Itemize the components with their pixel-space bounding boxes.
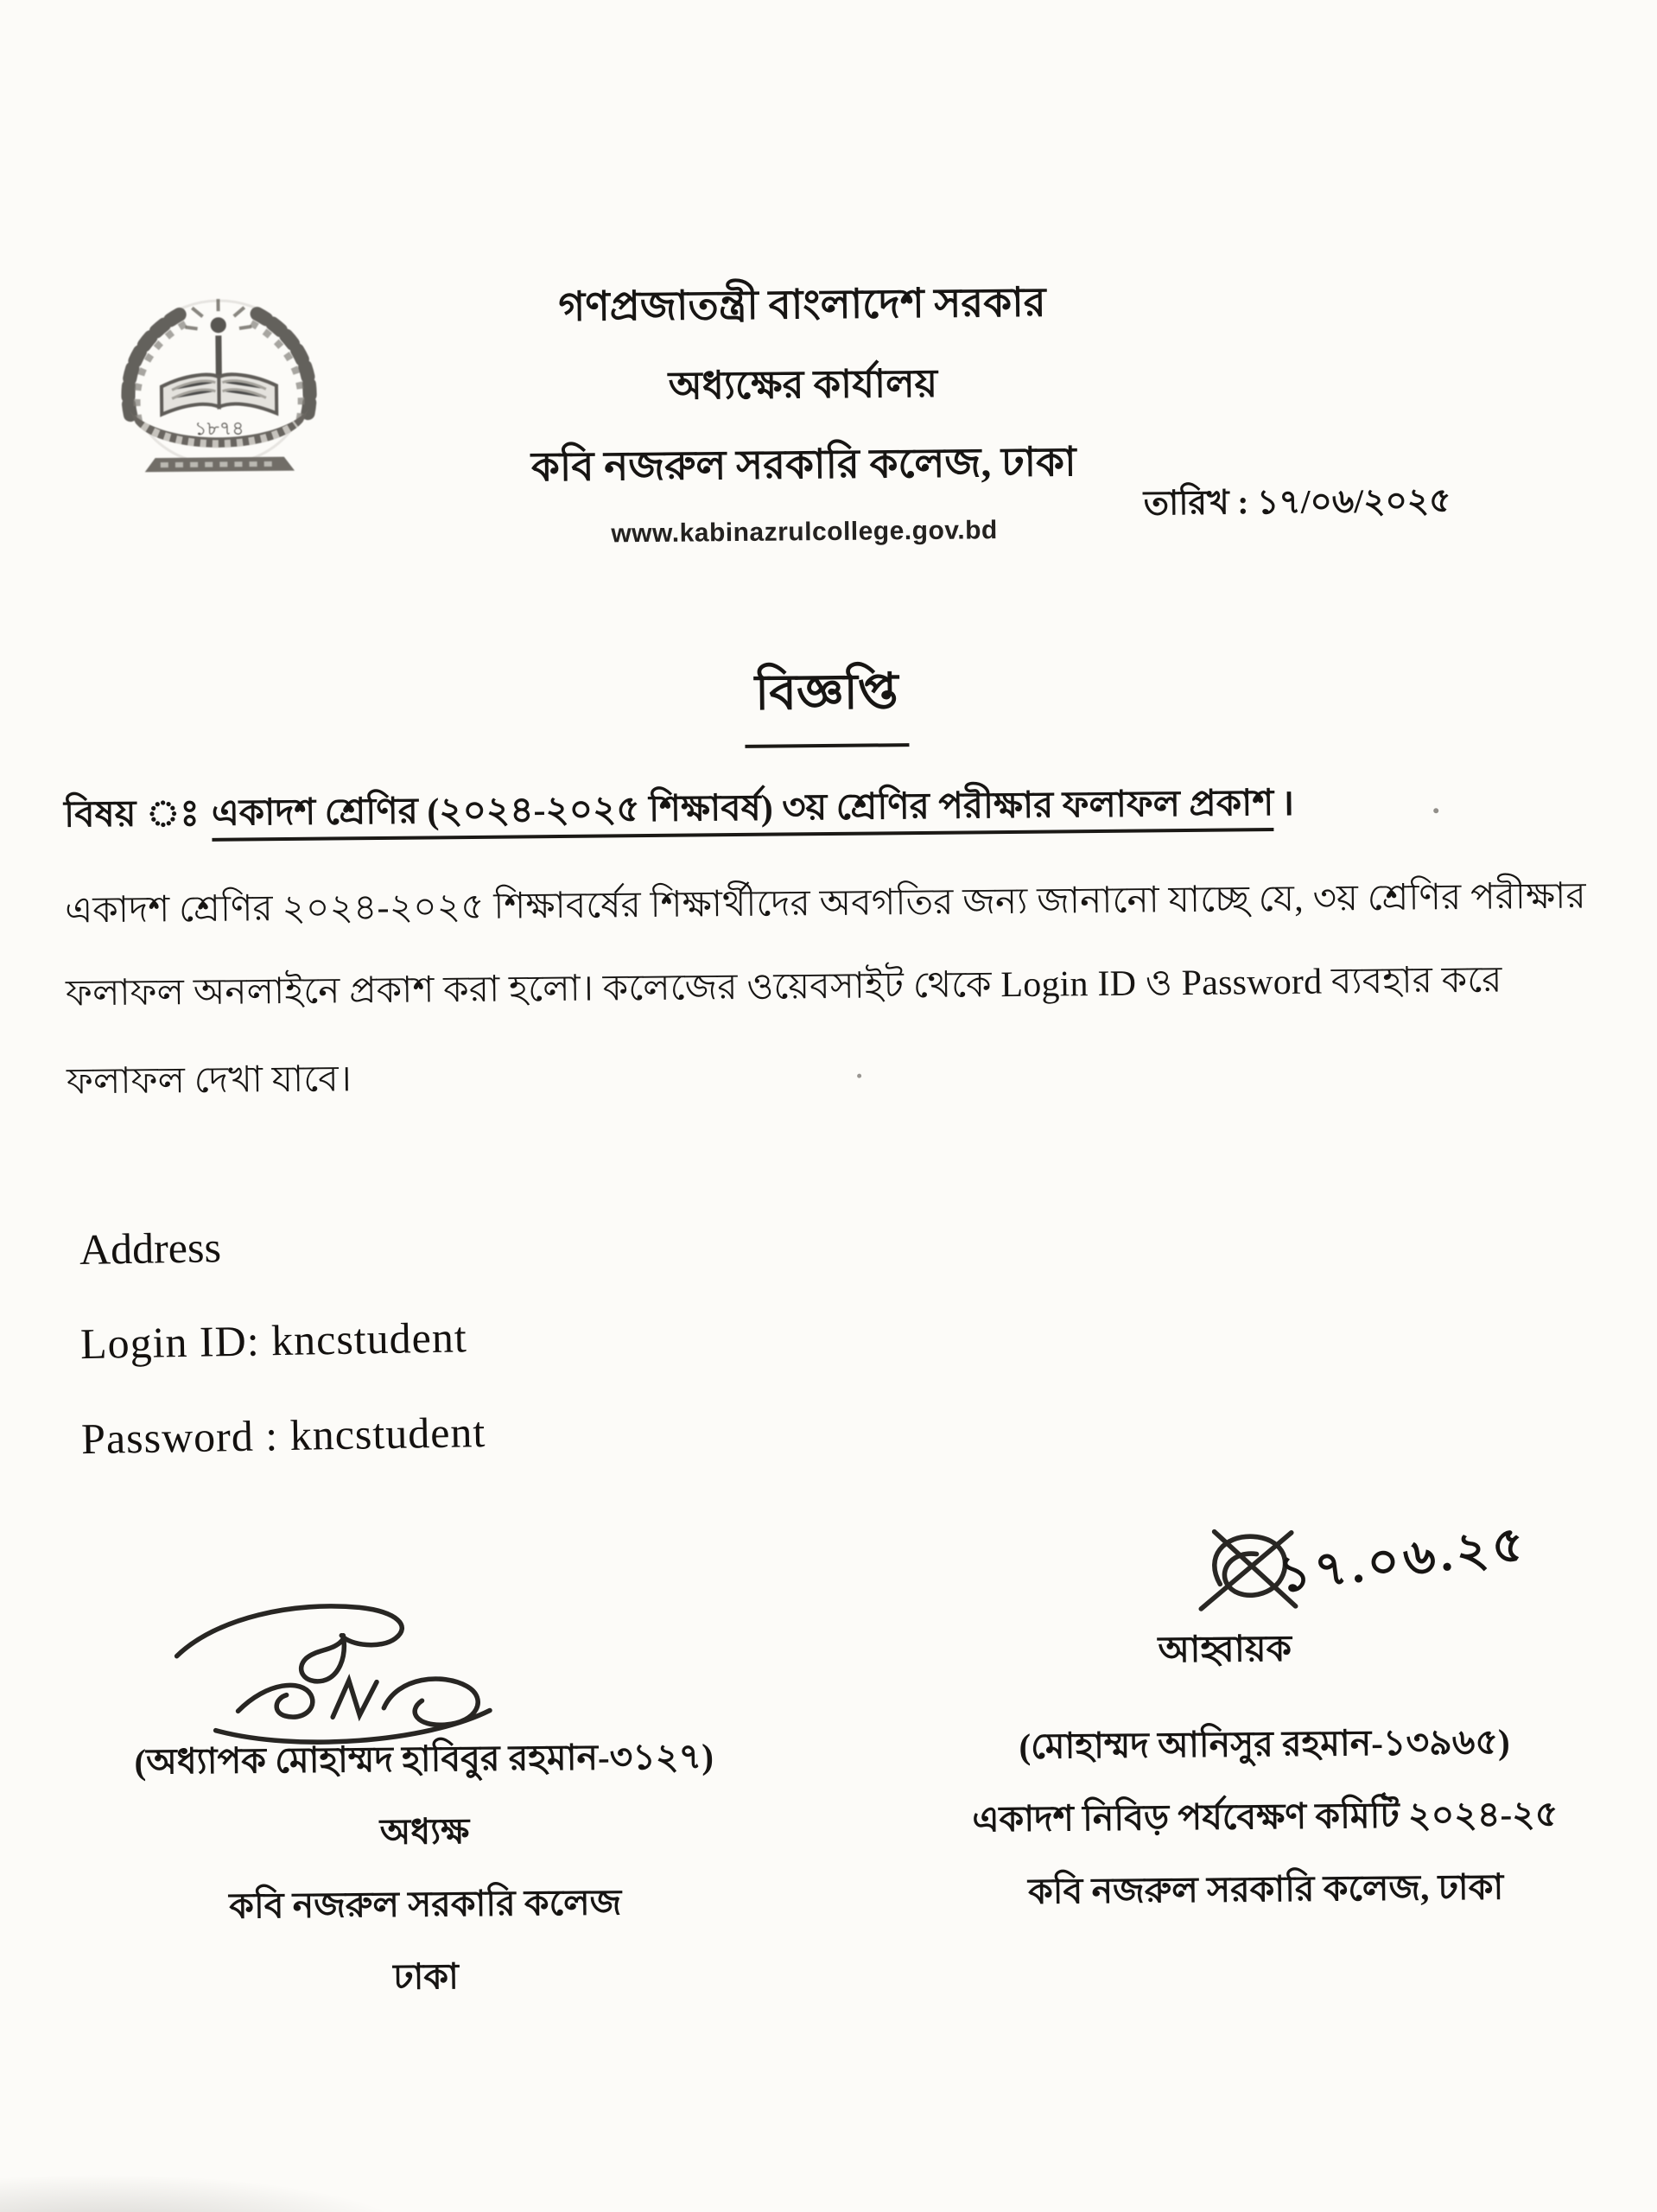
subject-text: একাদশ শ্রেণির (২০২৪-২০২৫ শিক্ষাবর্ষ) ৩য় শ্রেণির পরীক্ষার ফলাফল প্রকাশ [212, 784, 1274, 842]
notice-title: বিজ্ঞপ্তি [745, 654, 910, 748]
right-signatory-committee: একাদশ নিবিড় পর্যবেক্ষণ কমিটি ২০২৪-২৫ [972, 1793, 1559, 1840]
right-signatory-name: (মোহাম্মদ আনিসুর রহমান-১৩৯৬৫) [1019, 1721, 1510, 1766]
left-signatory-designation: অধ্যক্ষ [379, 1811, 470, 1853]
seal-year-text: ১৮৭৪ [194, 416, 244, 440]
subject-line [64, 774, 1295, 848]
college-name-line: কবি নজরুল সরকারি কলেজ, ঢাকা [530, 440, 1076, 491]
subject-label: বিষয় ঃ [63, 793, 200, 836]
subject-end-mark: । [1279, 783, 1295, 823]
college-seal-icon [105, 283, 333, 479]
left-signatory-institution: কবি নজরুল সরকারি কলেজ [229, 1882, 622, 1926]
right-signatory-institution: কবি নজরুল সরকারি কলেজ, ঢাকা [1027, 1866, 1504, 1911]
right-signatory-designation: আহ্বায়ক [1158, 1629, 1292, 1671]
address-heading: Address [79, 1223, 222, 1274]
title-row [0, 647, 1655, 755]
body-text-line: ফলাফল অনলাইনে প্রকাশ করা হলো। কলেজের ওয়েবসাইট থেকে Login ID ও Password ব্যবহার করে [65, 960, 1502, 1014]
scan-speck [857, 1074, 861, 1078]
handwritten-date: ১৭.০৬.২৫ [1275, 1516, 1532, 1604]
government-line: গণপ্রজাতন্ত্রী বাংলাদেশ সরকার [558, 280, 1046, 330]
right-signatory-block [884, 1713, 1646, 1925]
body-text-line: ফলাফল দেখা যাবে। [66, 1059, 352, 1103]
left-signatory-name: (অধ্যাপক মোহাম্মদ হাবিবুর রহমান-৩১২৭) [134, 1736, 714, 1782]
body-text-line: একাদশ শ্রেণির ২০২৪-২০২৫ শিক্ষাবর্ষের শিক্ষার্থীদের অবগতির জন্য জানানো যাচ্ছে যে, ৩য় শ্রেণির পরীক্ষার [65, 876, 1587, 931]
letterhead [331, 269, 1275, 551]
college-website: www.kabinazrulcollege.gov.bd [611, 516, 998, 549]
notice-date: তারিখ : ১৭/০৬/২০২৫ [1143, 482, 1451, 523]
login-id-line: Login ID: kncstudent [79, 1313, 468, 1369]
left-signatory-city: ঢাকা [393, 1956, 460, 1997]
password-line: Password : kncstudent [80, 1408, 486, 1464]
left-signatory-block [65, 1729, 784, 2013]
scan-speck [1433, 808, 1438, 813]
scan-edge-smudge [0, 2174, 415, 2212]
principal-signature-icon [164, 1594, 522, 1751]
office-line: অধ্যক্ষের কার্যালয় [668, 361, 938, 408]
